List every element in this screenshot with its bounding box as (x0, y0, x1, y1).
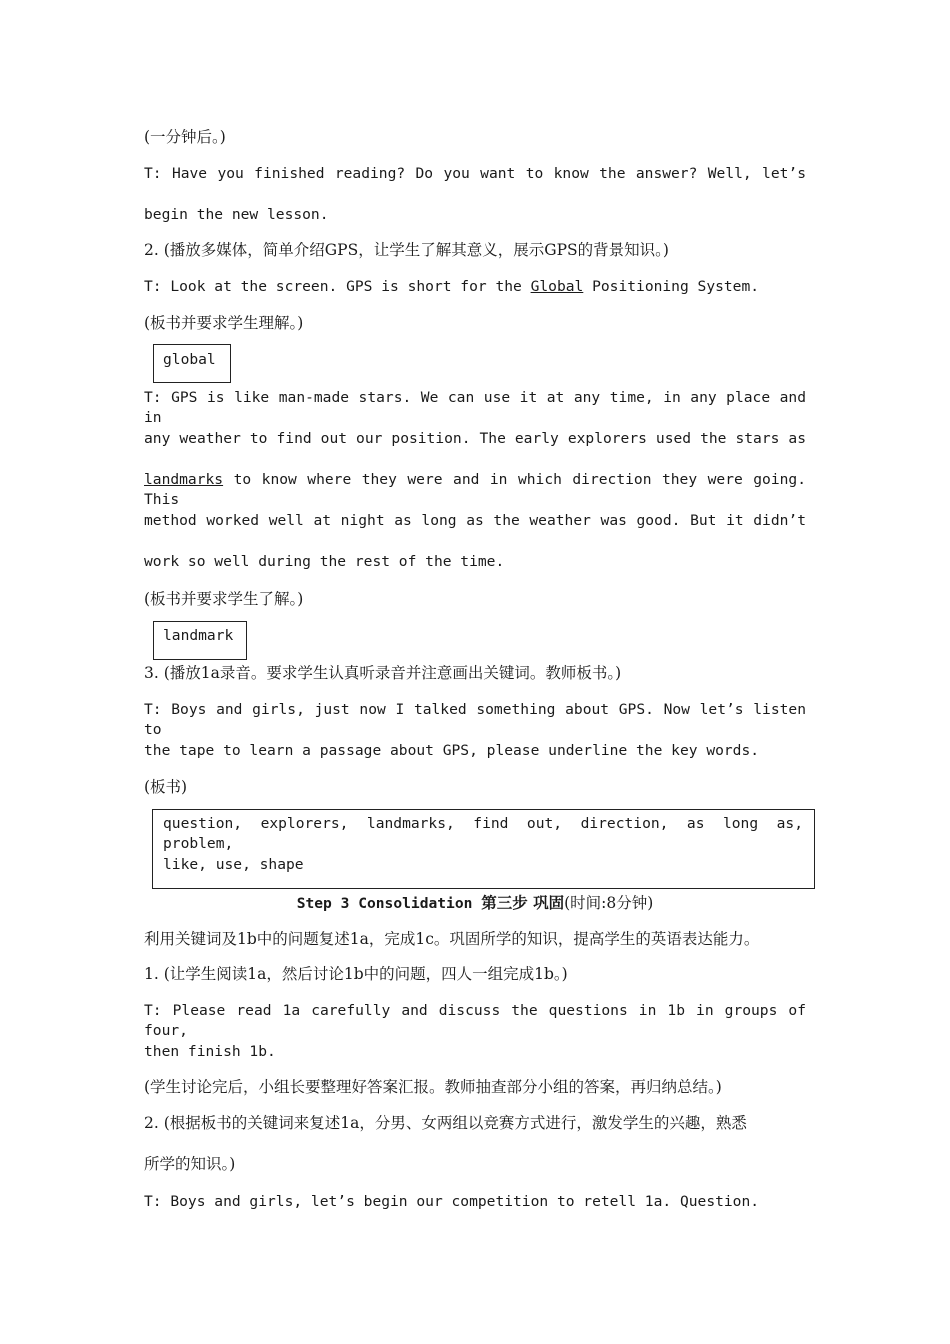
teacher-line-read-1a: T: Please read 1a carefully and discuss the questions in 1b in groups of four, (144, 1002, 806, 1039)
step-2-instruction: 2. (播放多媒体，简单介绍GPS，让学生了解其意义，展示GPS的背景知识。) (144, 241, 669, 259)
teacher-line-finished-reading: T: Have you finished reading? Do you want to know the answer? Well, let’s (144, 165, 806, 182)
step-3-instruction: 3. (播放1a录音。要求学生认真听录音并注意画出关键词。教师板书。) (144, 664, 622, 682)
teacher-line-boys-girls: T: Boys and girls, just now I talked something about GPS. Now let’s listen to (144, 701, 806, 738)
teacher-line-begin-lesson: begin the new lesson. (144, 206, 329, 223)
box-word-global: global (163, 351, 216, 368)
teacher-line-method: method worked well at night as long as the weather was good. But it didn’t (144, 512, 806, 529)
blackboard-note-understand: (板书并要求学生理解。) (144, 314, 304, 332)
heading-step-label: Step 3 Consolidation (296, 895, 482, 912)
consolidation-step-2: 2. (根据板书的关键词来复述1a，分男、女两组以竞赛方式进行，激发学生的兴趣，熟悉 (144, 1114, 747, 1132)
teacher-line-gps-definition (144, 277, 759, 297)
blackboard-note-know: (板书并要求学生了解。) (144, 590, 304, 608)
global-underlined-word: Global (530, 278, 584, 295)
heading-time: (时间:8分钟) (564, 894, 654, 912)
teacher-line-gps-stars: T: GPS is like man-made stars. We can use it at any time, in any place and in (144, 389, 806, 426)
stage-note-one-minute: (一分钟后。) (144, 128, 226, 146)
landmarks-line-rest: to know where they were and in which direction they were going. This (144, 471, 806, 508)
consolidation-step-2-cont: 所学的知识。) (144, 1155, 236, 1173)
teacher-line-finish-1b: then finish 1b. (144, 1043, 276, 1060)
teacher-line-competition: T: Boys and girls, let’s begin our competition to retell 1a. Question. (144, 1193, 760, 1210)
heading-chinese-label: 第三步 巩固 (481, 893, 565, 912)
teacher-line-weather-explorers: any weather to find out our position. The early explorers used the stars as (144, 430, 806, 447)
consolidation-goal: 利用关键词及1b中的问题复述1a，完成1c。巩固所学的知识，提高学生的英语表达能力。 (144, 930, 760, 948)
teacher-line-landmarks (144, 470, 806, 510)
blackboard-note: (板书) (144, 778, 188, 796)
gps-text-b: Positioning System. (583, 278, 760, 295)
section-heading-step-3 (144, 893, 806, 914)
gps-text-a: T: Look at the screen. GPS is short for the (144, 278, 531, 295)
group-report-note: (学生讨论完后，小组长要整理好答案汇报。教师抽查部分小组的答案，再归纳总结。) (144, 1078, 722, 1096)
key-words-line-1: question, explorers, landmarks, find out, direction, as long as, problem, (163, 815, 803, 852)
box-word-landmark: landmark (163, 627, 234, 644)
consolidation-step-1: 1. (让学生阅读1a，然后讨论1b中的问题，四人一组完成1b。) (144, 965, 568, 983)
teacher-line-rest-of-time: work so well during the rest of the time. (144, 553, 505, 570)
landmarks-underlined-word: landmarks (144, 471, 224, 488)
teacher-line-listen-tape: the tape to learn a passage about GPS, please underline the key words. (144, 742, 760, 759)
key-words-line-2: like, use, shape (163, 856, 304, 873)
